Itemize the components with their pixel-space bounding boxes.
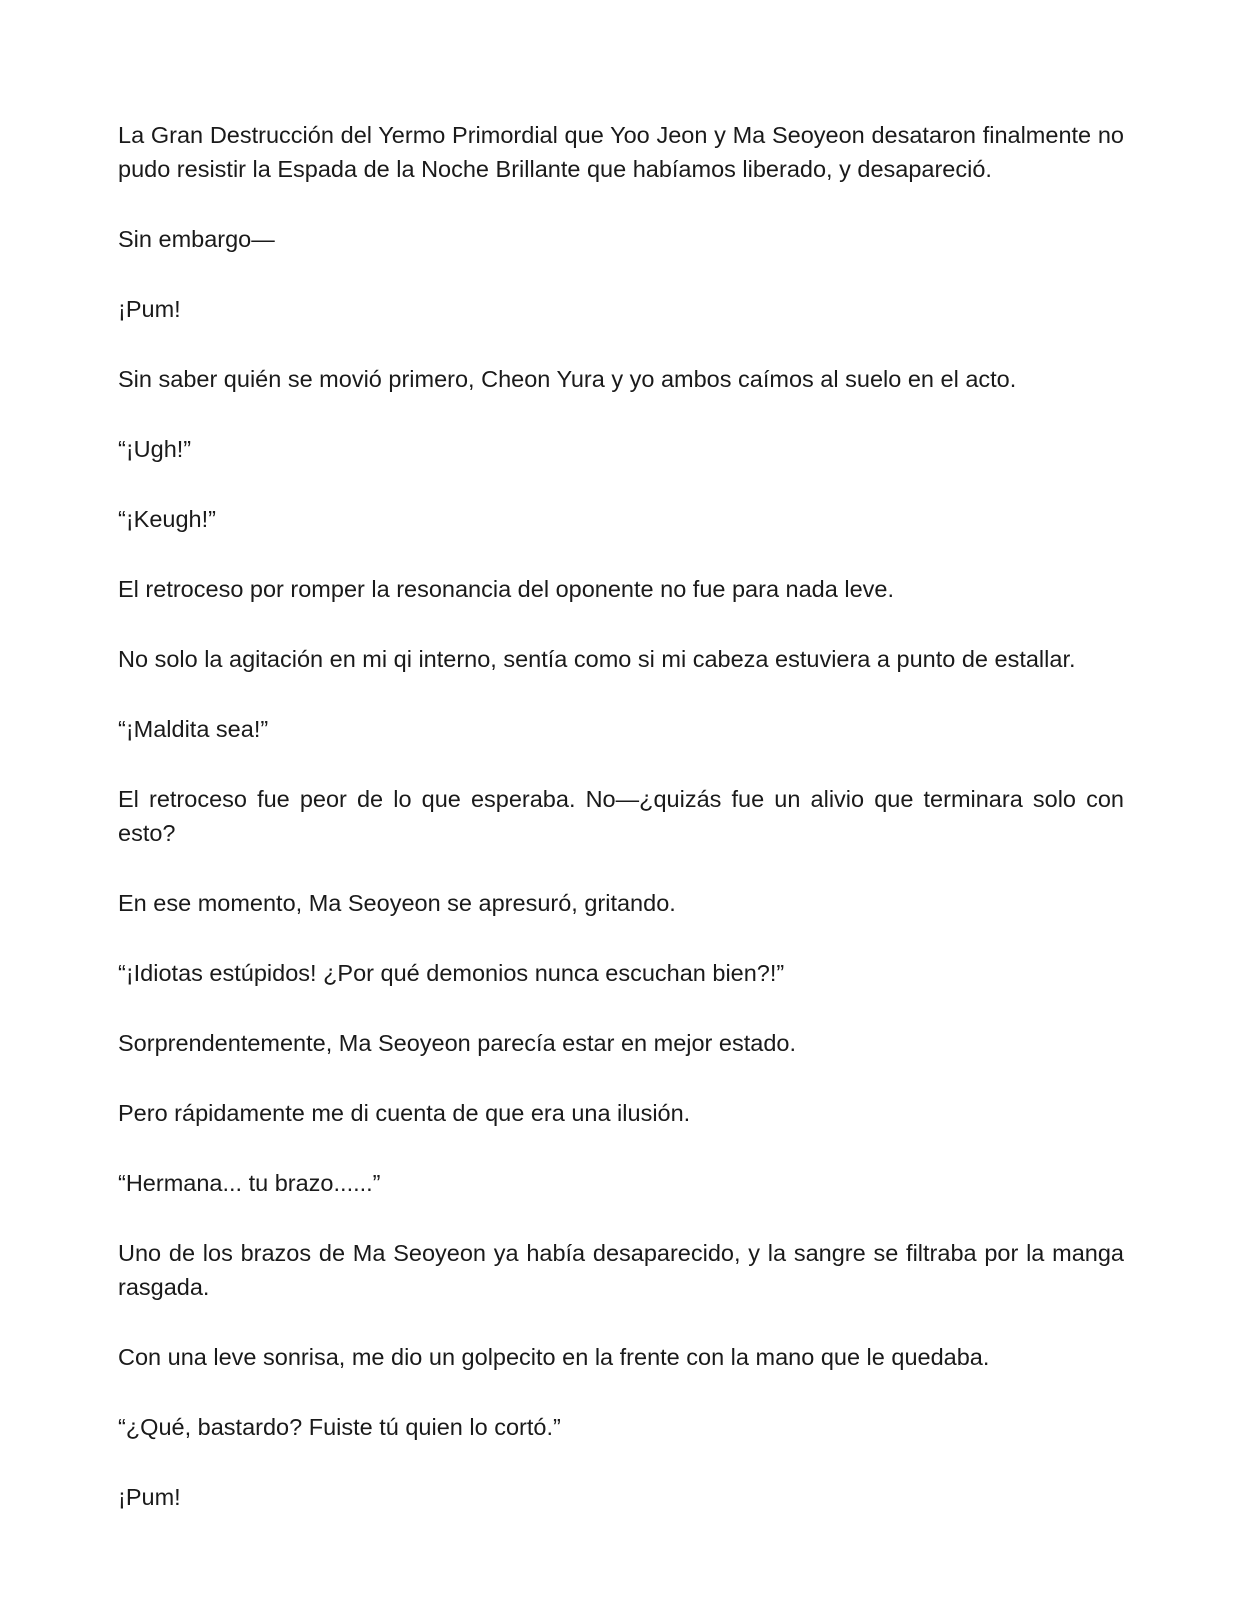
paragraph-7: El retroceso por romper la resonancia del oponente no fue para nada leve. — [118, 576, 894, 602]
paragraph-12: “¡Idiotas estúpidos! ¿Por qué demonios nunca escuchan bien?!” — [118, 960, 785, 986]
paragraph-6: “¡Keugh!” — [118, 506, 216, 532]
paragraph-2: Sin embargo— — [118, 226, 275, 252]
document-body — [118, 118, 1124, 1550]
paragraph-13: Sorprendentemente, Ma Seoyeon parecía estar en mejor estado. — [118, 1030, 796, 1056]
paragraph-8: No solo la agitación en mi qi interno, sentía como si mi cabeza estuviera a punto de estallar. — [118, 646, 1076, 672]
paragraph-14: Pero rápidamente me di cuenta de que era una ilusión. — [118, 1100, 691, 1126]
paragraph-4: Sin saber quién se movió primero, Cheon Yura y yo ambos caímos al suelo en el acto. — [118, 366, 1017, 392]
paragraph-16: Uno de los brazos de Ma Seoyeon ya había desaparecido, y la sangre se filtraba por la manga rasgada. — [118, 1240, 1124, 1300]
paragraph-1: La Gran Destrucción del Yermo Primordial que Yoo Jeon y Ma Seoyeon desataron finalmente no pudo resistir la Espada de la Noche Brillante que habíamos liberado, y desapareció. — [118, 122, 1124, 182]
paragraph-18: “¿Qué, bastardo? Fuiste tú quien lo cortó.” — [118, 1414, 561, 1440]
paragraph-5: “¡Ugh!” — [118, 436, 192, 462]
paragraph-10: El retroceso fue peor de lo que esperaba. No—¿quizás fue un alivio que terminara solo con esto? — [118, 786, 1124, 846]
paragraph-17: Con una leve sonrisa, me dio un golpecito en la frente con la mano que le quedaba. — [118, 1344, 990, 1370]
paragraph-19: ¡Pum! — [118, 1484, 181, 1510]
paragraph-9: “¡Maldita sea!” — [118, 716, 269, 742]
paragraph-11: En ese momento, Ma Seoyeon se apresuró, gritando. — [118, 890, 676, 916]
paragraph-3: ¡Pum! — [118, 296, 181, 322]
paragraph-15: “Hermana... tu brazo......” — [118, 1170, 381, 1196]
